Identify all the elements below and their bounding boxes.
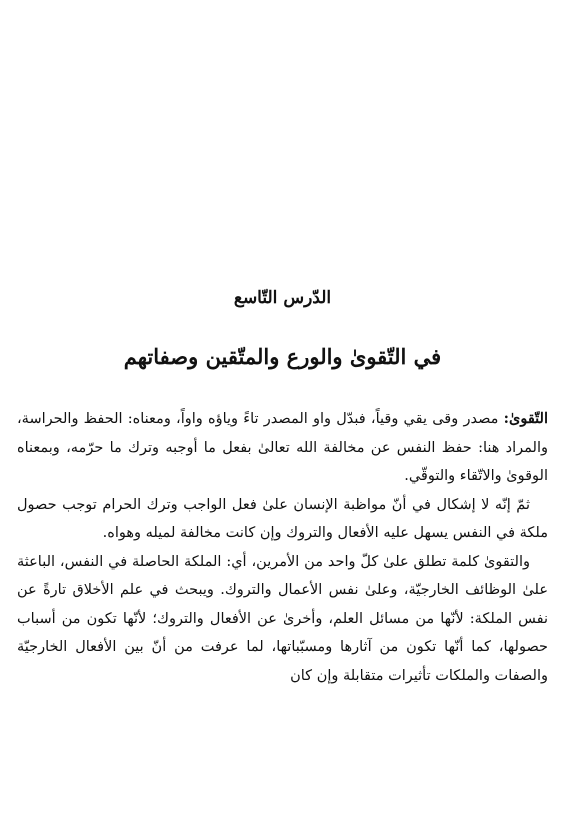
paragraph-text: والتقوىٰ كلمة تطلق علىٰ كلّ واحد من الأمرين، أي: الملكة الحاصلة في النفس، الباعثة علىٰ الوظائف الخارجيّة، وعلىٰ نفس الأعمال والتروك. ويبحث في علم الأخلاق تارةً عن نفس الملكة: لأنّها من مسائل العلم، وأخرىٰ عن الأفعال والتروك؛ لأنّها تكون من أسباب حصولها، كما أنّها تكون من آثارها ومسبّباتها، لما عرفت من أنّ بين الأفعال الخارجيّة والصفات والملكات تأثيرات متقابلة وإن كان [17,553,548,684]
paragraph-definition [17,405,548,491]
paragraph-taqwa-meaning [17,548,548,691]
defined-term: التّقوىٰ: [503,410,548,427]
body-text [17,405,548,690]
paragraph-habit [17,491,548,548]
paragraph-text: ثمّ إنّه لا إشكال في أنّ مواظبة الإنسان علىٰ فعل الواجب وترك الحرام توجب حصول ملكة في النفس يسهل عليه الأفعال والتروك وإن كانت مخالفة لميله وهواه. [17,496,548,541]
lesson-title-heading: في التّقوىٰ والورع والمتّقين وصفاتهم [123,344,442,369]
lesson-number-heading: الدّرس التّاسع [233,288,332,308]
paragraph-text: مصدر وقى يقي وقياً، فبدّل واو المصدر تاءً وياؤه واواً، ومعناه: الحفظ والحراسة، والمراد هنا: حفظ النفس عن مخالفة الله تعالىٰ بفعل ما أوجبه وترك ما حرّمه، وبمعناه الوقوىٰ والاتّقاء والتوقّي. [17,411,548,484]
